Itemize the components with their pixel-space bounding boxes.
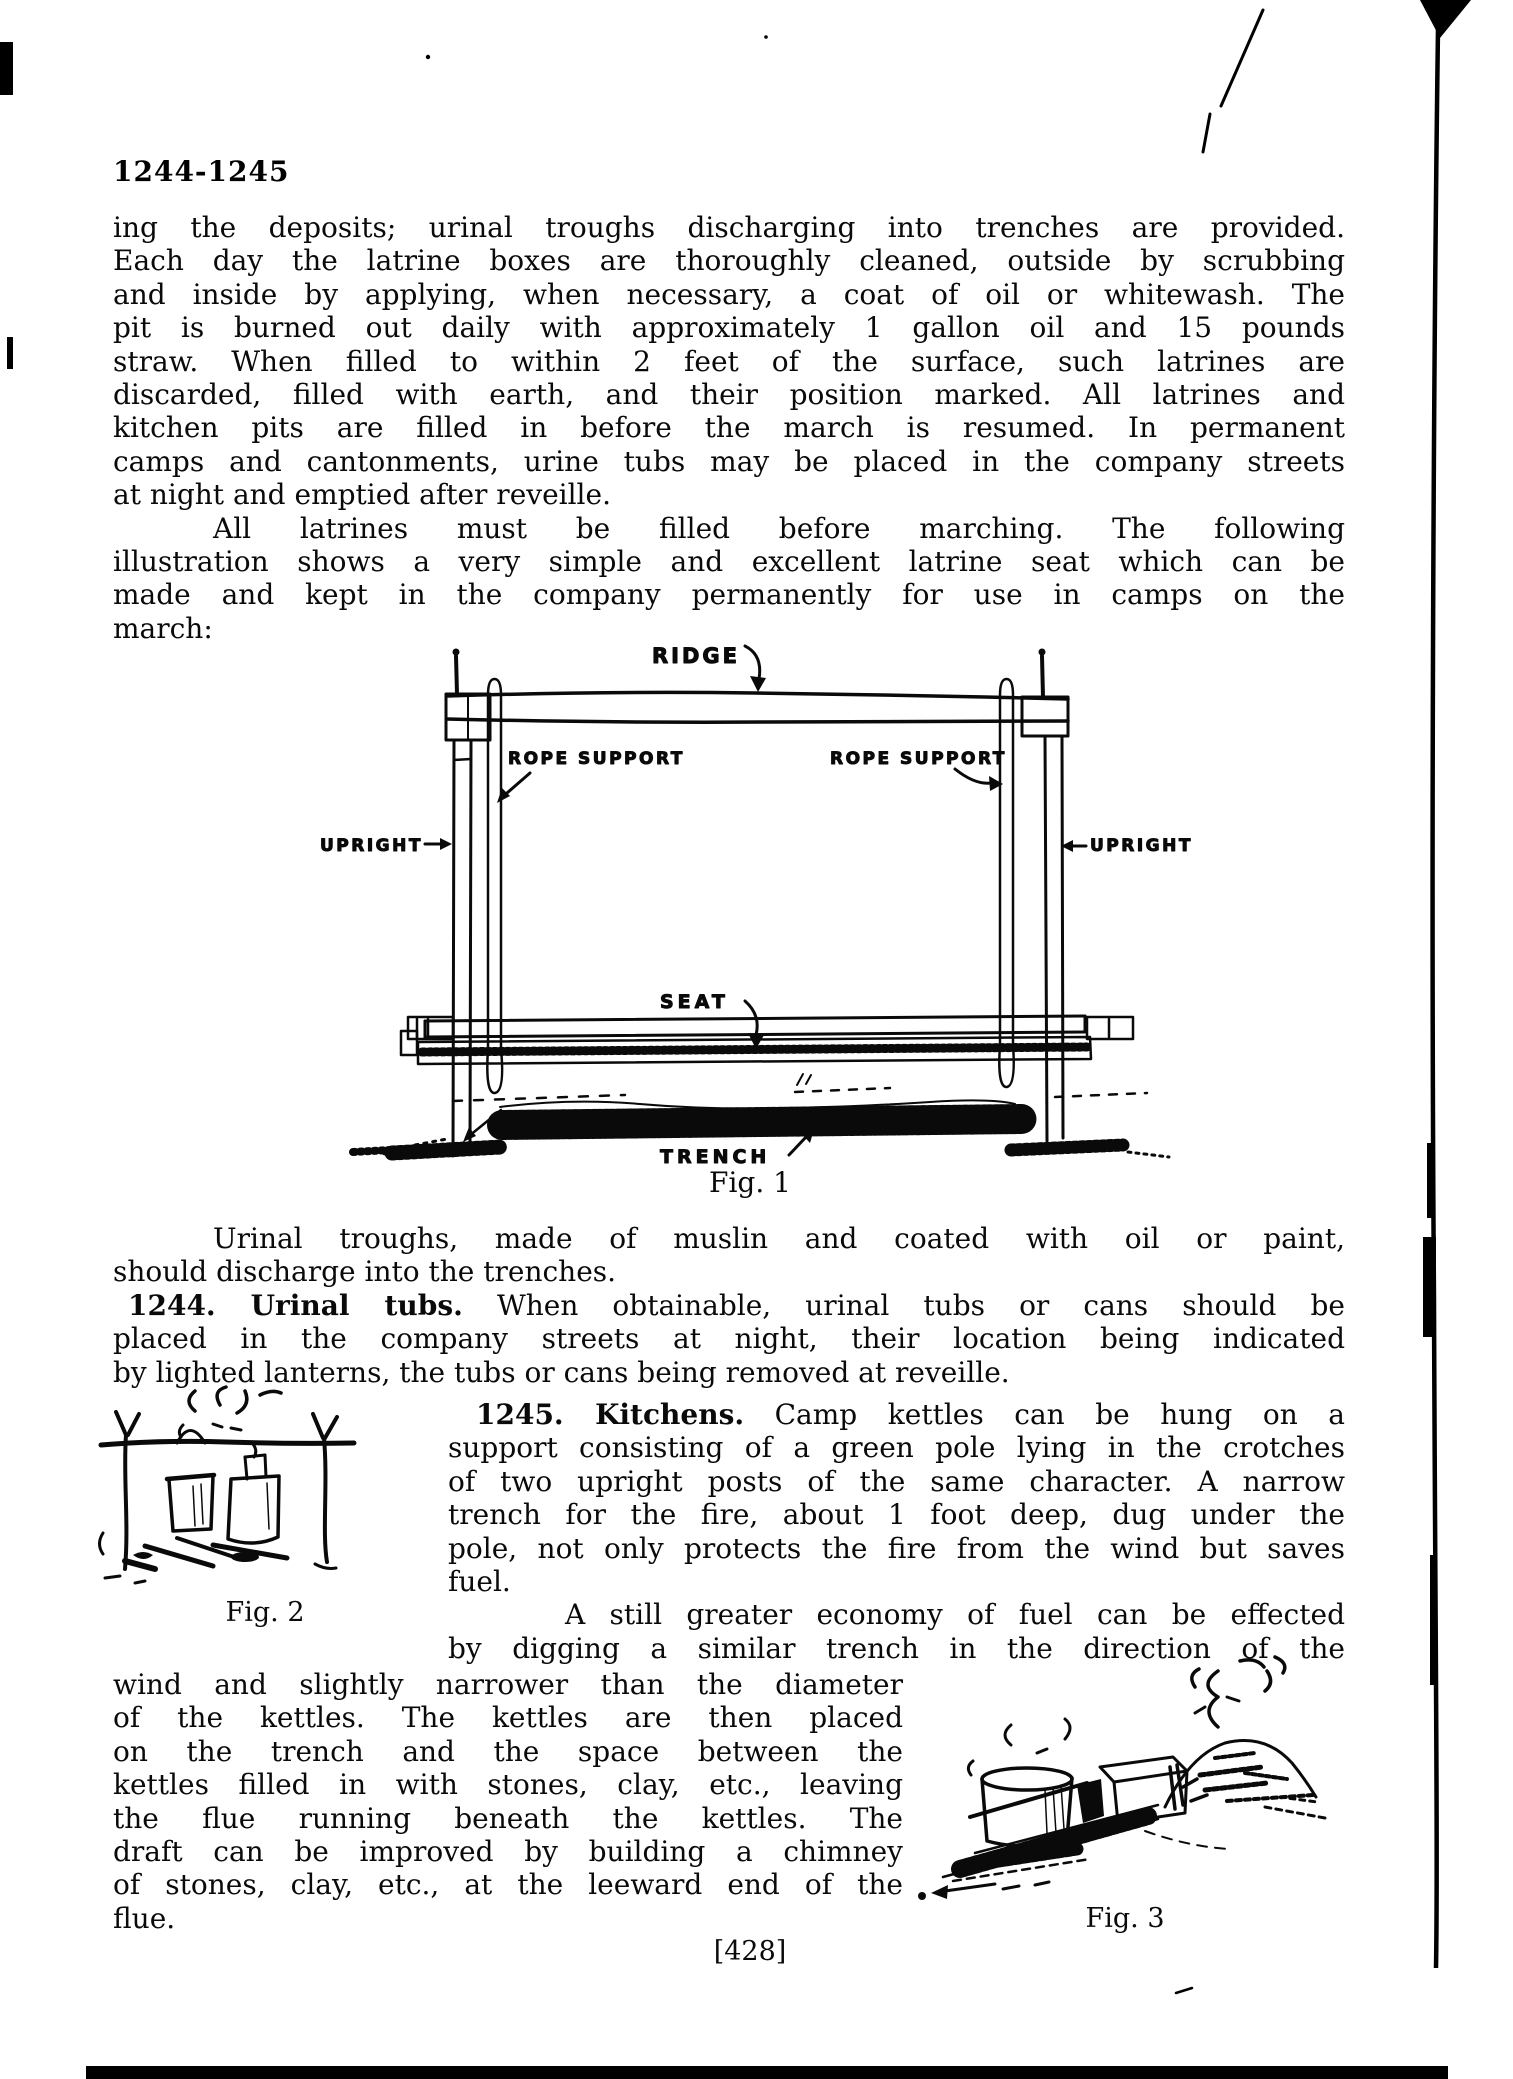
text-line: ing the deposits; urinal troughs discharging into trenches are provided. xyxy=(113,211,1345,244)
upright-arrow-left xyxy=(425,838,452,850)
fig1-label-seat: SEAT xyxy=(660,991,729,1013)
text-line: pole, not only protects the fire from the wind but saves xyxy=(448,1531,1345,1565)
page-header-folio: 1244-1245 xyxy=(113,155,290,188)
ground-marks xyxy=(105,1576,145,1583)
text-line: by lighted lanterns, the tubs or cans being removed at reveille. xyxy=(113,1355,1010,1389)
fig1-label-upright-left: UPRIGHT xyxy=(320,836,423,856)
text-line: of stones, clay, etc., at the leeward end of the xyxy=(113,1868,903,1902)
edge-blot-3 xyxy=(1430,1555,1436,1685)
fig1-label-ridge: RIDGE xyxy=(652,644,740,668)
text-line: march: xyxy=(113,611,213,645)
text-line: fuel. xyxy=(448,1565,511,1599)
text-line: A still greater economy of fuel can be effected xyxy=(565,1598,1345,1632)
text-line: on the trench and the space between the xyxy=(113,1734,903,1768)
text-line: at night and emptied after reveille. xyxy=(113,478,611,512)
text-line: straw. When filled to within 2 feet of the surface, such latrines are xyxy=(113,344,1345,378)
kettle-shadow xyxy=(953,1849,1090,1881)
speck-2 xyxy=(764,35,768,39)
fig3-caption: Fig. 3 xyxy=(1085,1903,1165,1934)
fig1-latrine-diagram xyxy=(295,633,1200,1210)
upright-post-left xyxy=(453,740,471,1156)
corner-blot xyxy=(1420,0,1471,38)
text-line: of two upright posts of the same character. A narrow xyxy=(448,1464,1345,1498)
fig1-caption: Fig. 1 xyxy=(709,1166,791,1199)
fig3-trench-kitchen xyxy=(915,1655,1335,1900)
text-line: flue. xyxy=(113,1901,176,1935)
text-line: wind and slightly narrower than the diameter xyxy=(113,1668,903,1701)
seat-arrow xyxy=(745,1001,764,1049)
trench-hatch xyxy=(500,1100,1023,1125)
ground-dashes xyxy=(453,1074,1147,1101)
fig1-label-rope-support-left: ROPE SUPPORT xyxy=(508,749,685,769)
text-line: 1245. Kitchens. Camp kettles can be hung on a xyxy=(476,1398,1345,1431)
seat-end-right xyxy=(1087,1017,1133,1039)
pen-slash xyxy=(1203,10,1263,152)
dark-gap xyxy=(1077,1779,1104,1823)
ridge-pole xyxy=(447,692,1068,722)
edge-blot-1 xyxy=(1423,1237,1436,1337)
smoke-column xyxy=(1192,1657,1285,1727)
text-line: camps and cantonments, urine tubs may be placed in the company streets xyxy=(113,444,1345,478)
paragraph-block-mid xyxy=(113,1222,1345,1389)
page-number: [428] xyxy=(713,1936,787,1967)
text-line: 1244. Urinal tubs. When obtainable, urinal tubs or cans should be xyxy=(128,1288,1345,1322)
ridge-left-end xyxy=(446,649,490,741)
paragraph-block-kitchens-left xyxy=(113,1668,903,1935)
text-line: the flue running beneath the kettles. The xyxy=(113,1801,903,1835)
text-line: Urinal troughs, made of muslin and coated with oil or paint, xyxy=(213,1222,1345,1255)
text-line: illustration shows a very simple and excellent latrine seat which can be xyxy=(113,545,1345,579)
bottom-bar xyxy=(86,2066,1448,2079)
text-line: All latrines must be filled before marching. The following xyxy=(213,511,1345,545)
text-line: Each day the latrine boxes are thoroughly cleaned, outside by scrubbing xyxy=(113,244,1345,278)
upright-arrow-right xyxy=(1061,840,1086,852)
fig2-caption: Fig. 2 xyxy=(225,1597,305,1628)
draft-arrow xyxy=(918,1882,1049,1900)
ground-right xyxy=(1145,1797,1325,1849)
text-line: pit is burned out daily with approximately 1 gallon oil and 15 pounds xyxy=(113,311,1345,345)
fig1-label-rope-support-right: ROPE SUPPORT xyxy=(830,749,1007,769)
text-line: and inside by applying, when necessary, a coat of oil or whitewash. The xyxy=(113,277,1345,311)
text-line: discarded, filled with earth, and their position marked. All latrines and xyxy=(113,378,1345,412)
text-line: made and kept in the company permanently for use in camps on the xyxy=(113,578,1345,612)
text-line: placed in the company streets at night, their location being indicated xyxy=(113,1322,1345,1356)
text-line: trench for the fire, about 1 foot deep, dug under the xyxy=(448,1498,1345,1532)
left-edge-blot-2 xyxy=(7,337,13,369)
support-pole xyxy=(101,1441,354,1445)
edge-blot-2 xyxy=(1427,1143,1435,1218)
text-line: should discharge into the trenches. xyxy=(113,1255,617,1289)
forked-post-left xyxy=(100,1412,140,1569)
left-edge-blot-1 xyxy=(0,42,13,95)
upright-post-right xyxy=(1045,736,1063,1141)
paragraph-block-kitchens-right xyxy=(448,1398,1345,1665)
text-line: draft can be improved by building a chimney xyxy=(113,1835,903,1869)
ridge-arrow xyxy=(745,646,766,692)
fig1-label-upright-right: UPRIGHT xyxy=(1090,836,1193,856)
text-line: of the kettles. The kettles are then placed xyxy=(113,1701,903,1735)
paragraph-block-top xyxy=(113,211,1345,645)
smoke-curls xyxy=(179,1387,281,1437)
hanging-kettle xyxy=(228,1444,279,1543)
text-line: kettles filled in with stones, clay, etc., leaving xyxy=(113,1768,903,1802)
text-line: by digging a similar trench in the direction of the xyxy=(448,1631,1345,1665)
binding-edge-line xyxy=(1433,28,1438,1968)
forked-post-right xyxy=(313,1414,337,1569)
text-line: kitchen pits are filled in before the march is resumed. In permanent xyxy=(113,411,1345,445)
hanging-bucket xyxy=(167,1431,214,1532)
rope-right xyxy=(999,679,1013,1087)
text-line: support consisting of a green pole lying in the crotches xyxy=(448,1431,1345,1465)
rope-arrow-right xyxy=(955,769,1003,791)
fig2-campfire-kettles xyxy=(95,1383,360,1595)
speck-1 xyxy=(426,55,430,59)
fig1-label-trench: TRENCH xyxy=(660,1146,771,1168)
speck-3 xyxy=(1176,1988,1192,1993)
